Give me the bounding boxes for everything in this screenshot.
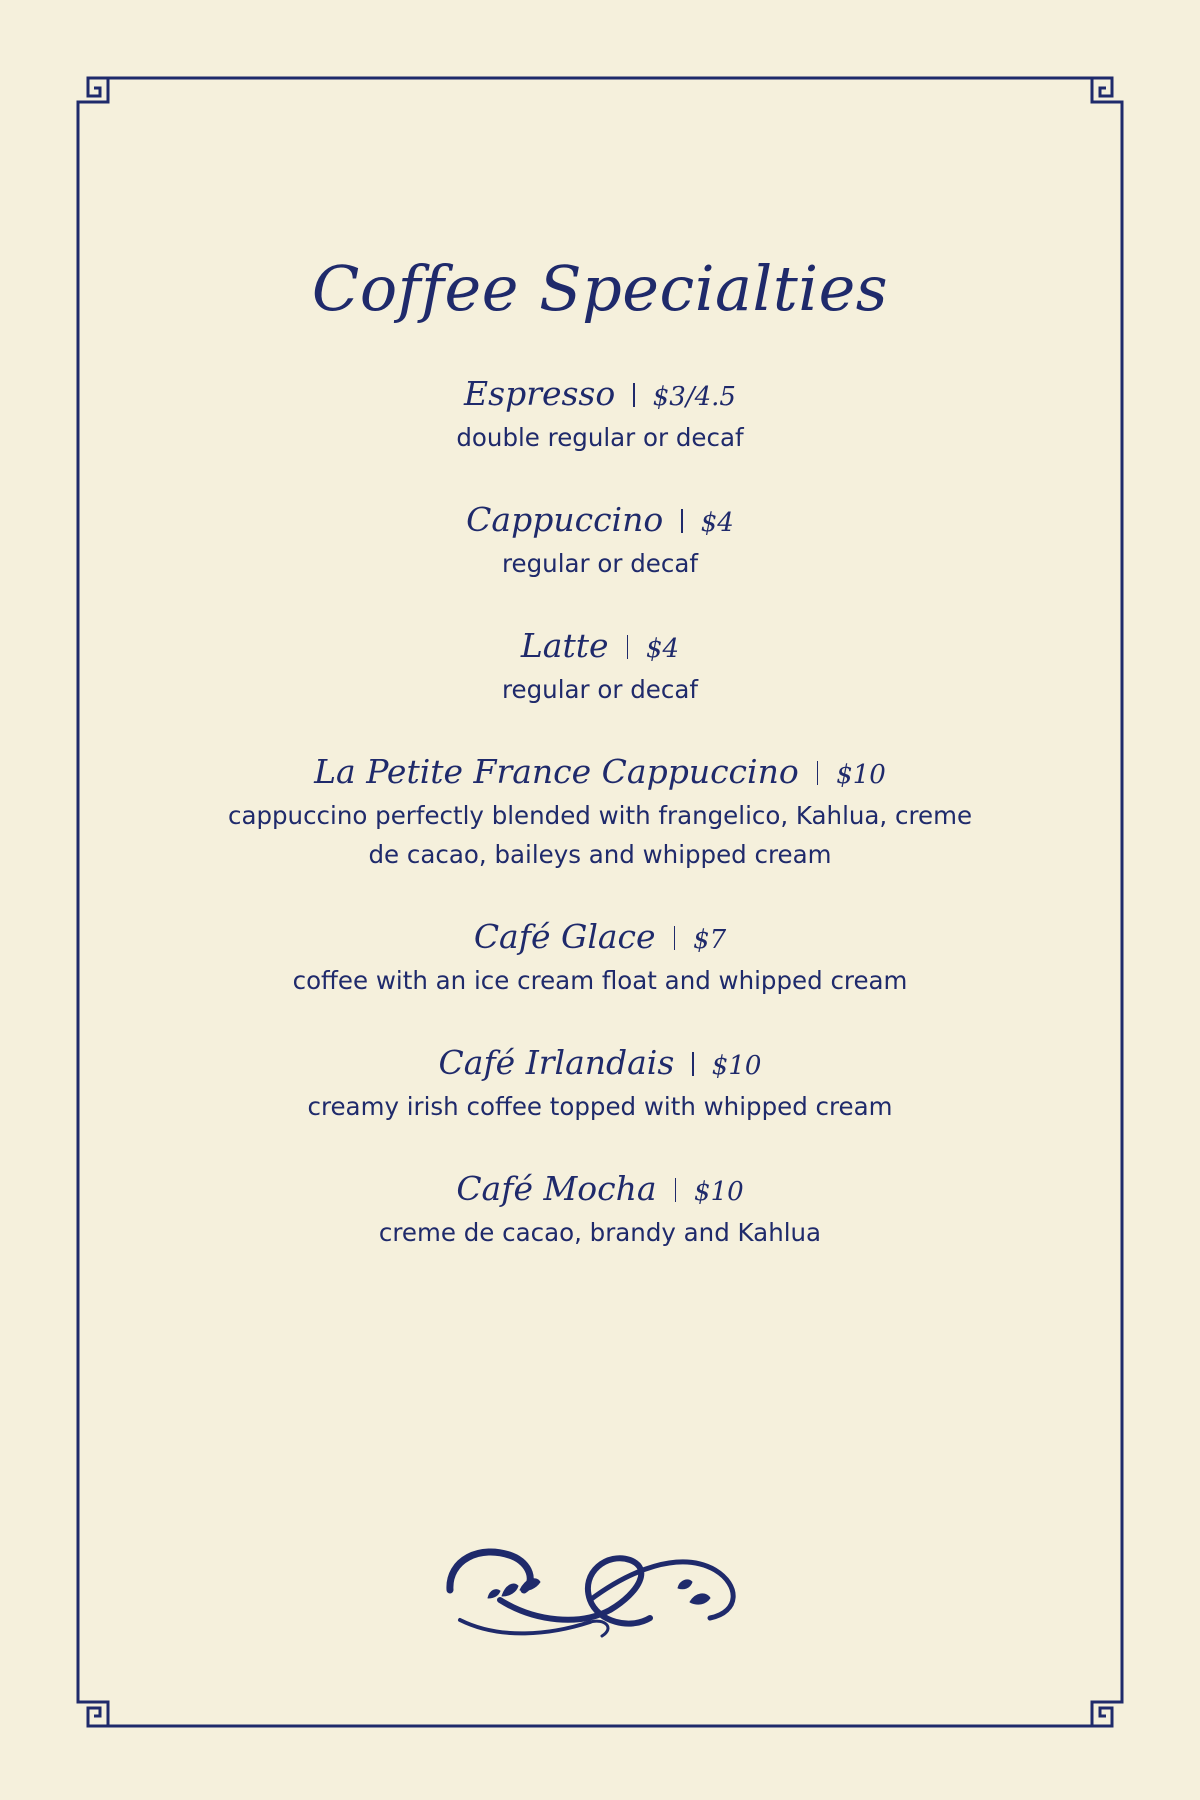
menu-item	[0, 622, 1200, 709]
item-name: Cappuccino	[466, 500, 664, 539]
separator	[674, 926, 676, 950]
menu-title: Coffee Specialties	[311, 252, 889, 325]
item-name: Café Mocha	[456, 1169, 657, 1208]
separator	[627, 635, 629, 659]
scroll-flourish-icon	[440, 1530, 760, 1650]
menu-items	[0, 370, 1200, 1291]
item-description: coffee with an ice cream float and whipped cream	[292, 966, 908, 995]
item-price: $10	[836, 760, 886, 790]
item-name: Latte	[520, 626, 609, 665]
item-price: $3/4.5	[652, 382, 736, 412]
item-description: regular or decaf	[502, 675, 698, 704]
menu-item	[0, 1165, 1200, 1252]
separator	[817, 761, 819, 785]
separator	[692, 1052, 694, 1076]
menu-item-header	[0, 370, 1200, 418]
menu-item-header	[0, 496, 1200, 544]
item-name: Café Irlandais	[438, 1043, 675, 1082]
menu-item	[0, 748, 1200, 874]
menu-item	[0, 1039, 1200, 1126]
corner-key-icon	[1088, 78, 1122, 112]
item-description: creme de cacao, brandy and Kahlua	[378, 1218, 822, 1247]
menu-item-header	[0, 622, 1200, 670]
item-description: regular or decaf	[502, 549, 698, 578]
menu-item-header	[0, 913, 1200, 961]
item-price: $10	[694, 1177, 744, 1207]
corner-key-icon	[1088, 1692, 1122, 1726]
separator	[681, 509, 683, 533]
menu-item	[0, 913, 1200, 1000]
menu-item-header	[0, 748, 1200, 796]
menu-item	[0, 370, 1200, 457]
item-price: $7	[693, 925, 727, 955]
corner-key-icon	[78, 78, 112, 112]
separator	[633, 383, 635, 407]
separator	[675, 1178, 677, 1202]
item-name: La Petite France Cappuccino	[314, 752, 799, 791]
menu-item	[0, 496, 1200, 583]
item-name: Café Glace	[473, 917, 656, 956]
item-description: cappuccino perfectly blended with frangelico, Kahlua, creme de cacao, baileys and whipped cream	[227, 801, 973, 869]
menu-item-header	[0, 1165, 1200, 1213]
item-description: double regular or decaf	[456, 423, 744, 452]
item-name: Espresso	[464, 374, 616, 413]
item-price: $4	[646, 634, 680, 664]
item-price: $4	[700, 508, 734, 538]
item-price: $10	[711, 1051, 762, 1081]
corner-key-icon	[78, 1692, 112, 1726]
menu-item-header	[0, 1039, 1200, 1087]
item-description: creamy irish coffee topped with whipped cream	[307, 1092, 893, 1121]
